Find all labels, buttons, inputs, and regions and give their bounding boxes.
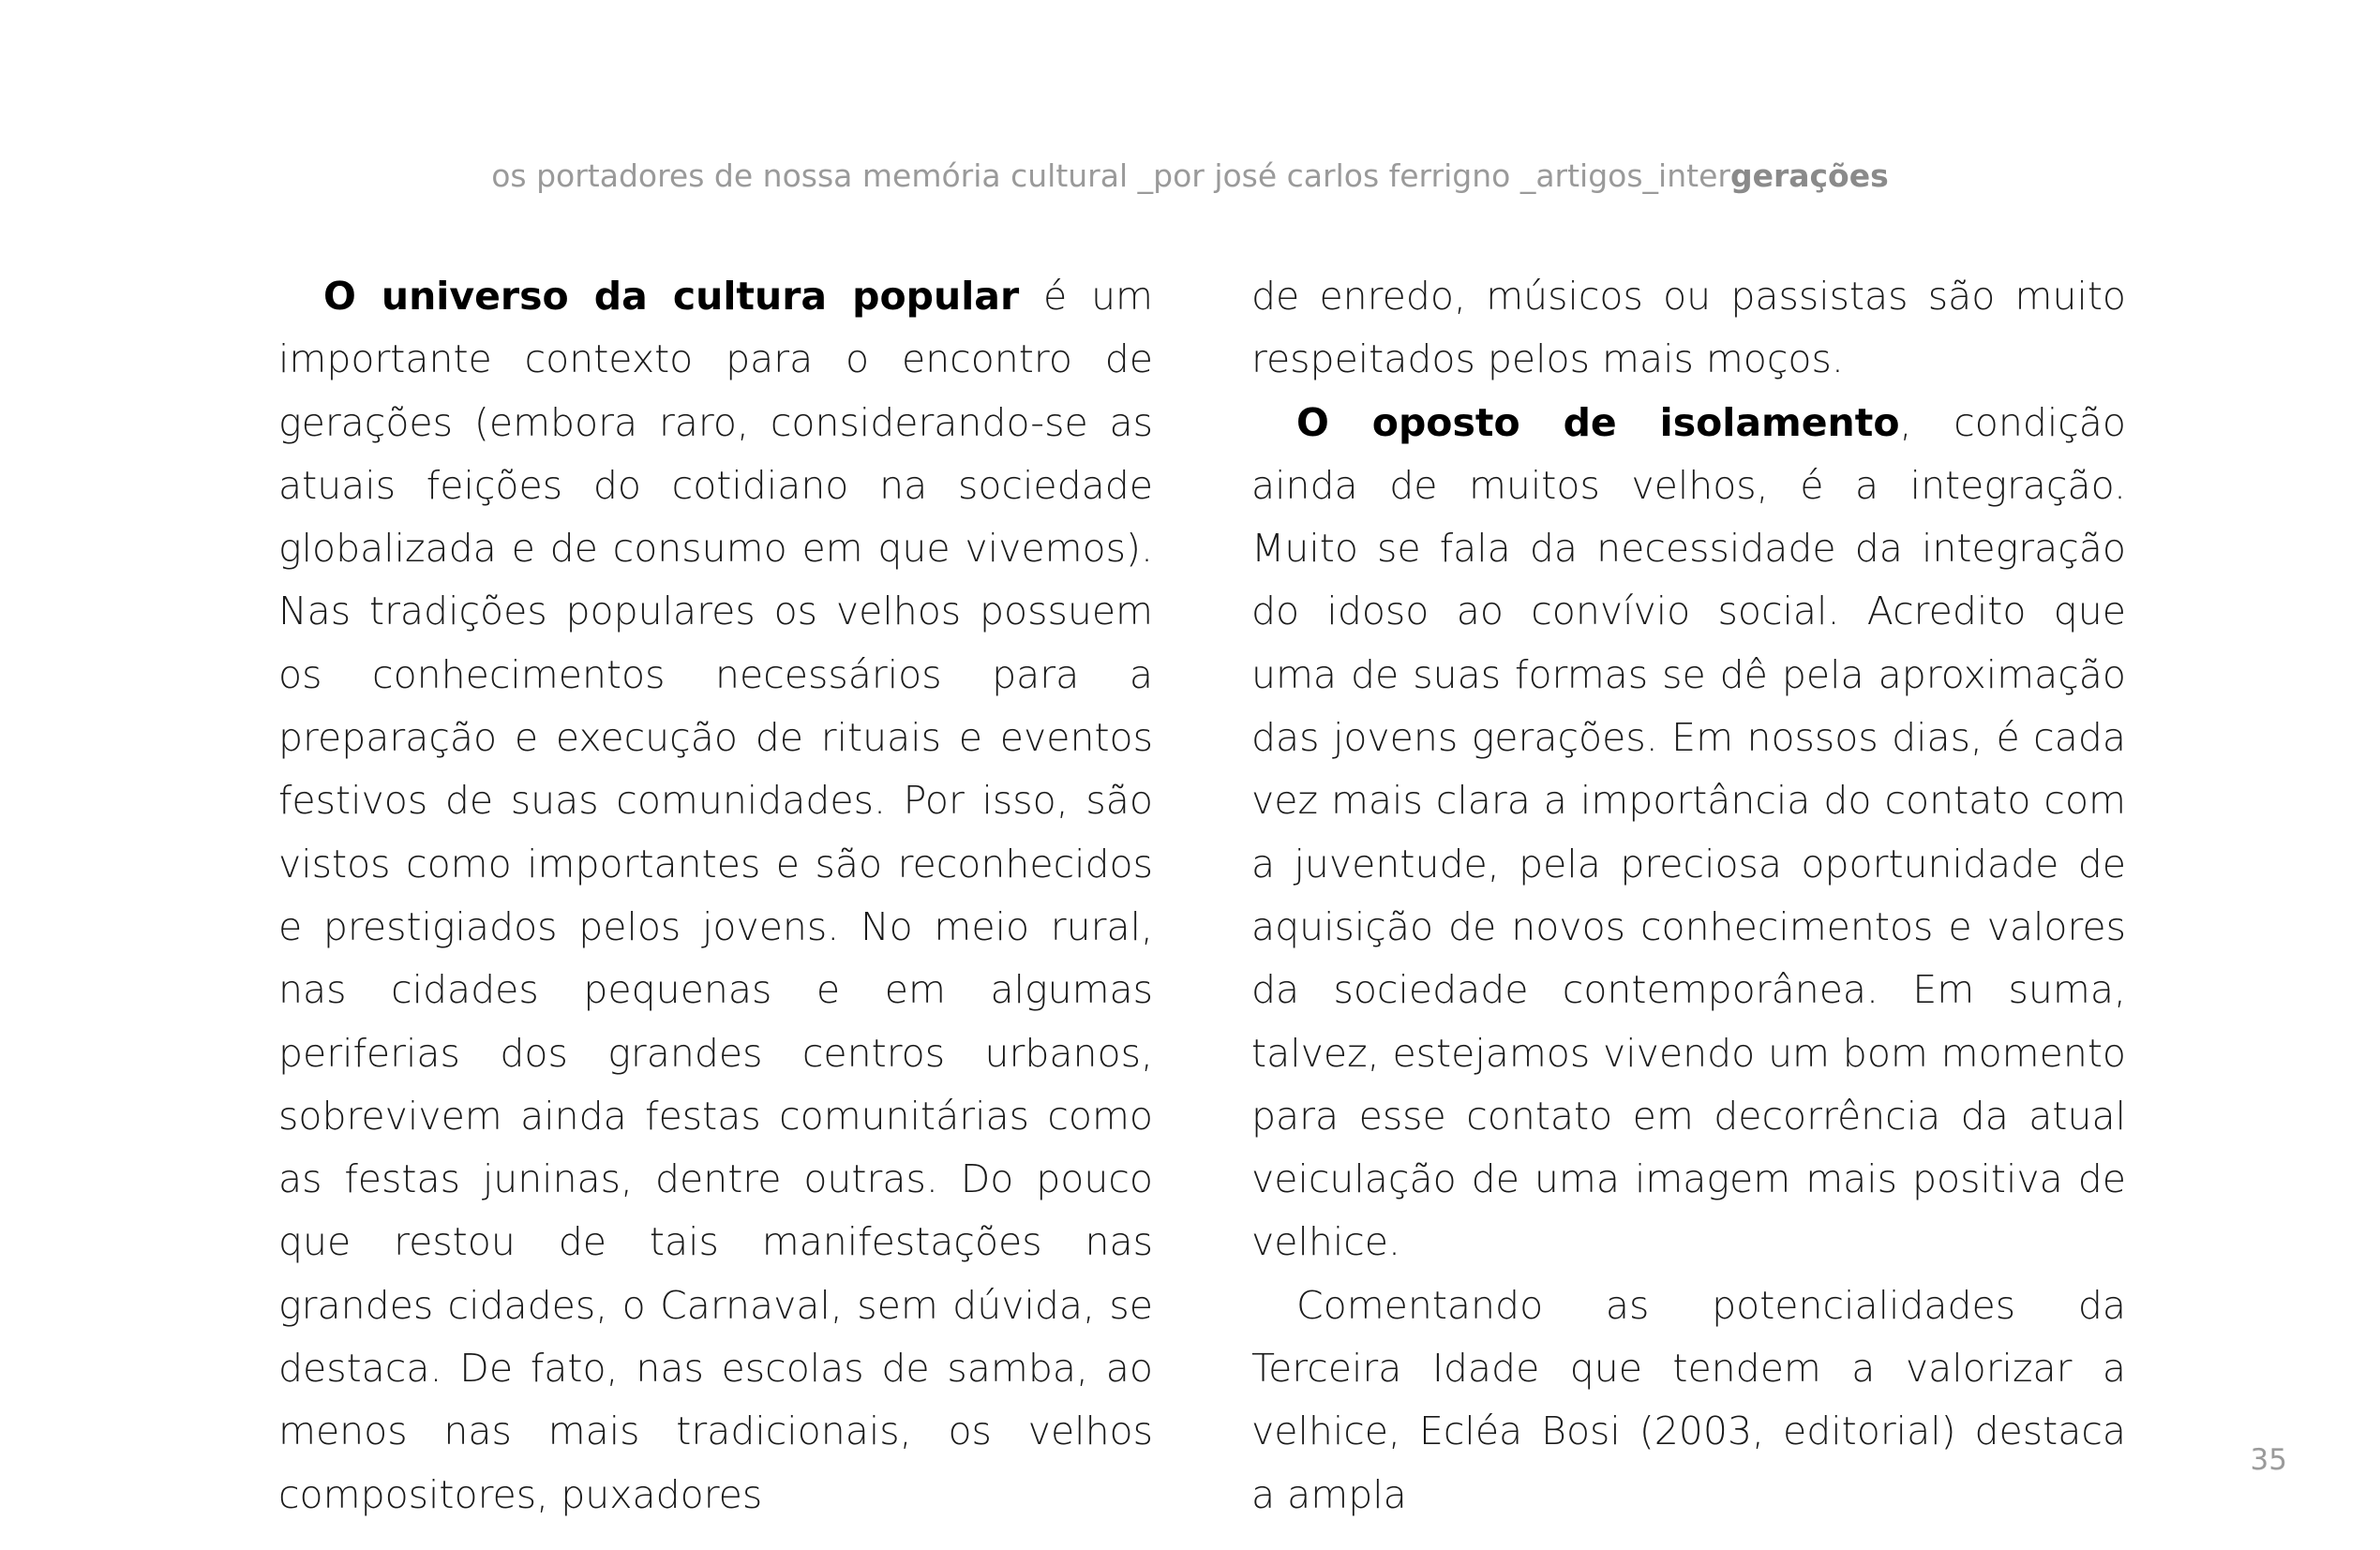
paragraph-cultura-popular [278, 265, 1153, 1527]
right-column [1251, 265, 2126, 1527]
paragraph-body: é um importante contexto para o encontro de gerações (embora raro, considerando-se as atuais feições do cotidiano na sociedade globalizada e de consumo em que vivemos). Nas tradições populares os velhos possuem os conhecimentos necessários para a preparação e execução de rituais e eventos festivos de suas comunidades. Por isso, são vistos como importantes e são reconhecidos e prestigiados pelos jovens. No meio rural, nas cidades pequenas e em algumas periferias dos grandes centros urbanos, sobrevivem ainda festas comunitárias como as festas juninas, dentre outras. Do pouco que restou de tais manifestações nas grandes cidades, o Carnaval, sem dúvida, se destaca. De fato, nas escolas de samba, ao menos nas mais tradicionais, os velhos compositores, puxadores [278, 274, 1154, 1517]
paragraph-lead-bold: O universo da cultura popular [323, 274, 1020, 319]
running-header-highlight: gerações [1729, 157, 1889, 194]
left-column [278, 265, 1153, 1527]
running-header [0, 157, 2380, 194]
running-header-text: os portadores de nossa memória cultural _por josé carlos ferrigno _artigos_inter [491, 157, 1730, 194]
paragraph-continued: de enredo, músicos ou passistas são muito respeitados pelos mais moços. [1251, 274, 2126, 382]
paragraph-isolamento [1251, 392, 2126, 1274]
paragraph-body: , condição ainda de muitos velhos, é a integração. Muito se fala da necessidade da integração do idoso ao convívio social. Acredito que uma de suas formas se dê pela aproximação das jovens gerações. Em nossos dias, é cada vez mais clara a importância do contato com a juventude, pela preciosa oportunidade de aquisição de novos conhecimentos e valores da sociedade contemporânea. Em suma, talvez, estejamos vivendo um bom momento para esse contato em decorrência da atual veiculação de uma imagem mais positiva de velhice. [1251, 399, 2126, 1265]
paragraph-terceira-idade: Comentando as potencialidades da Terceira Idade que tendem a valorizar a velhice, Ecléa Bosi (2003, editorial) destaca a ampla [1251, 1282, 2126, 1517]
page-number: 35 [2250, 1443, 2287, 1477]
paragraph-lead-bold: O oposto de isolamento [1296, 399, 1900, 445]
